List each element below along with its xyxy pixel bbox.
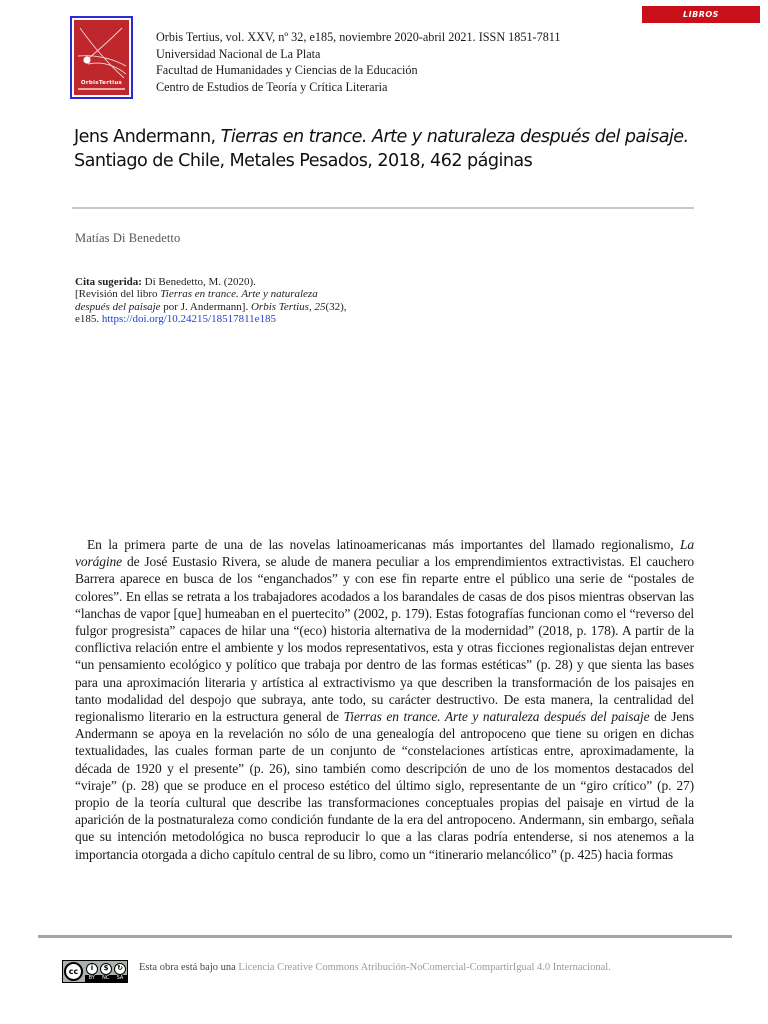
license-link[interactable]: Licencia Creative Commons Atribución-NoComercial-CompartirIgual 4.0 Internacional. <box>238 962 611 973</box>
journal-line-center: Centro de Estudios de Teoría y Crítica Literaria <box>156 79 388 94</box>
orbis-tertius-logo <box>70 16 133 99</box>
citation-book: Tierras en trance. Arte y naturaleza después del paisaje <box>75 288 318 313</box>
title-author: Jens Andermann, <box>74 127 221 147</box>
sa-share-icon: ↻ <box>114 963 126 975</box>
logo-artwork <box>74 20 129 95</box>
body-italic-novel: La vorágine <box>75 537 694 570</box>
body-text-3: de Jens Andermann se apoya en la revelación no sólo de una genealogía del antropoceno que tiene su origen en dichas textualidades, las cuales forman parte de un conjunto de “constelaciones artísticas entre, aproximadamente, la década de 1920 y el presente” (p. 26), sino también como descripción de uno de los momentos destacados del “viraje” (p. 28) que se produce en el proceso estético del último siglo, representante de un “giro crítico” (p. 27) propio de la teoría cultural que describe las transformaciones conceptuales propias del paisaje en virtud de la aparición de la postnaturaleza como condición fundante de la era del antropoceno. Andermann, sin embargo, señala que su intención metodológica no busca reproducir lo que a las claras podría entenderse, si nos atenemos a la importancia otorgada a dicho capítulo central de su libro, como un “itinerario melancólico” (p. 425) hacia formas <box>75 709 695 862</box>
journal-line-faculty: Facultad de Humanidades y Ciencias de la Educación <box>156 63 418 77</box>
journal-line-volume: Orbis Tertius, vol. XXV, nº 32, e185, noviembre 2020-abril 2021. ISSN 1851-7811 <box>156 30 561 44</box>
logo-wordmark: OrbisTertius <box>80 80 123 86</box>
nc-dollar-icon: $ <box>100 963 112 975</box>
citation-journal: Orbis Tertius, 25 <box>250 300 326 313</box>
logo-subline <box>78 88 125 90</box>
cc-icon: cc <box>64 962 83 981</box>
journal-line-university: Universidad Nacional de La Plata <box>156 46 321 61</box>
license-prefix: Esta obra está bajo una <box>139 962 239 973</box>
title-publication: Santiago de Chile, Metales Pesados, 2018, 462 páginas <box>74 151 533 171</box>
cc-badge-labels <box>85 975 127 982</box>
body-text-1: En la primera parte de una de las novelas latinoamericanas más importantes del llamado regionalismo, <box>87 537 680 552</box>
footer-divider <box>38 935 732 938</box>
body-text-2: de José Eustasio Rivera, se alude de manera peculiar a los emprendimientos extractivistas. El cauchero Barrera aparece en busca de los “enganchados” y con ese fin reparte entre el público una serie de “postales de colores”. En ellas se retrata a los trabajadores acodados a los barandales de casas de dos pisos mientras observan las “lanchas de vapor [que] humeaban en el puertecito” (2002, p. 179). Estas fotografías funcionan como el “reverso del fulgor progresista” capaces de hilar una “(eco) historia alternativa de la modernidad” (2018, p. 178). A partir de la conflictiva relación entre el ambiente y los modos representativos, esta y otras ficciones regionalistas dejan entrever “un pensamiento ecológico y político que trabaja por dentro de las formas estéticas” (p. 28) y que sienta las bases para una aproximación literaria y artística al extractivismo ya que describen la transformación de los paisajes en tanto modalidad del despojo que subraya, ante todo, su carácter destructivo. De esta manera, la centralidad del regionalismo literario en la estructura general de <box>75 554 694 725</box>
creative-commons-by-nc-sa-icon[interactable] <box>62 960 128 983</box>
citation-text-2: por J. Andermann]. <box>160 300 251 313</box>
suggested-citation <box>75 276 355 325</box>
citation-issue: (32), e185. <box>75 300 347 325</box>
review-body-paragraph <box>75 536 694 863</box>
citation-doi-link[interactable]: https://doi.org/10.24215/18517811e185 <box>101 312 277 325</box>
cc-label-nc: NC <box>102 975 110 981</box>
citation-author: Di Benedetto, M. (2020). <box>141 276 256 288</box>
license-notice <box>139 962 611 973</box>
section-badge-libros: LIBROS <box>642 6 760 23</box>
cc-label-by: BY <box>88 975 95 981</box>
review-title <box>74 125 694 173</box>
cc-label-sa: SA <box>116 975 124 981</box>
title-book: Tierras en trance. Arte y naturaleza después del paisaje. <box>220 127 689 147</box>
citation-text: [Revisión del libro <box>75 288 161 301</box>
reviewer-name: Matías Di Benedetto <box>75 231 181 245</box>
journal-info <box>156 29 561 95</box>
by-person-icon: i <box>86 963 98 975</box>
body-italic-book: Tierras en trance. Arte y naturaleza después del paisaje <box>343 709 650 725</box>
citation-label: Cita sugerida: <box>75 276 142 288</box>
header-divider <box>72 207 694 209</box>
